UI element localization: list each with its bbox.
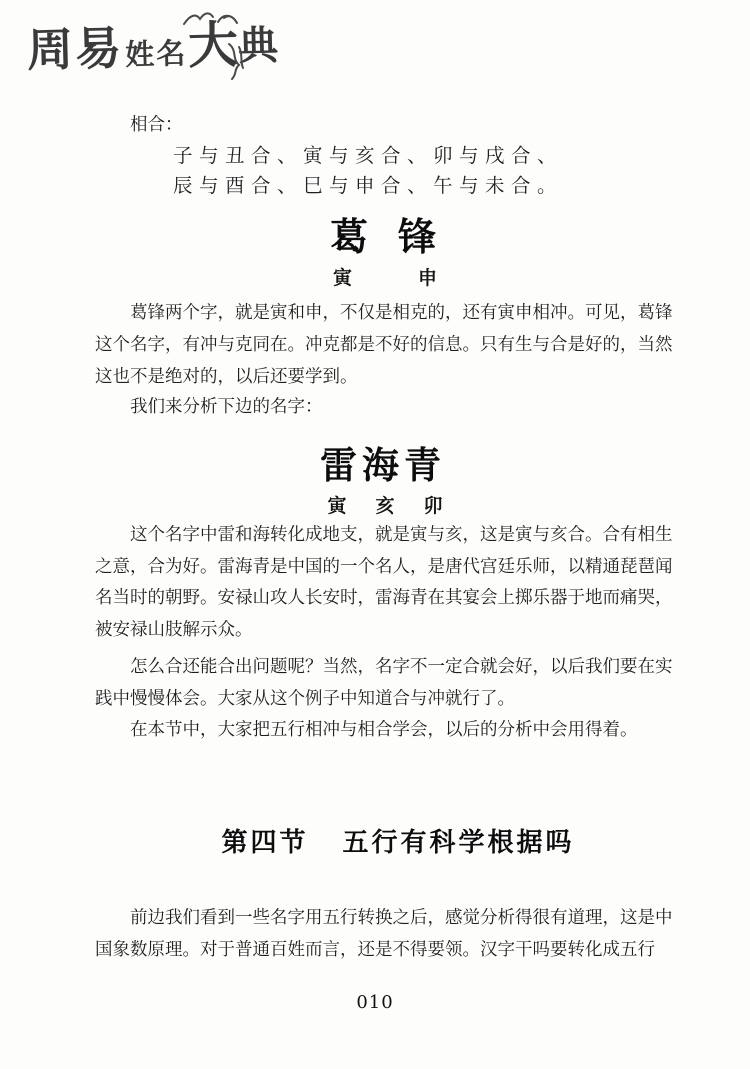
paragraph (95, 714, 675, 746)
paragraph (95, 297, 675, 393)
lead-in-line: 我们来分析下边的名字： (130, 397, 323, 417)
paragraph-line: 之意，合为好。雷海青是中国的一个名人，是唐代宫廷乐师，以精通琵琶闻 (95, 556, 673, 577)
name-char: 葛 (329, 215, 368, 259)
paragraph-line: 这个名字，有冲与克同在。冲克都是不好的信息。只有生与合是好的，当然 (95, 335, 673, 355)
branch-char: 寅 (332, 267, 352, 289)
name-title-lei-hai-qing (8, 435, 750, 489)
intro-label: 相合： (130, 115, 183, 135)
paragraph-line: 怎么合还能合出问题呢？当然，名字不一定合就会好，以后我们要在实 (130, 657, 673, 677)
paragraph-line: 这个名字中雷和海转化成地支，就是寅与亥，这是寅与亥合。合有相生 (130, 525, 673, 545)
section-heading (23, 822, 750, 859)
section-heading-number: 第四节 (221, 828, 309, 858)
logo-char: 典 (237, 21, 279, 70)
name-title-ge-feng (8, 206, 750, 261)
section-heading-title: 五行有科学根据吗 (342, 828, 575, 858)
pair-line: 辰与酉合、巳与申合、午与未合。 (173, 174, 564, 197)
paragraph (95, 520, 675, 646)
branch-char: 卯 (423, 495, 443, 517)
pair-line: 子与丑合、寅与亥合、卯与戌合、 (173, 144, 564, 167)
page-number: 010 (356, 992, 394, 1013)
paragraph-line: 在本节中，大家把五行相冲与相合学会，以后的分析中会用得着。 (130, 720, 638, 740)
paragraph-line: 葛锋两个字，就是寅和申，不仅是相克的，还有寅申相冲。可见，葛锋 (130, 303, 673, 323)
bird-flourish-icon (178, 8, 242, 34)
logo-char: 姓 (124, 36, 155, 72)
branch-char: 寅 (327, 495, 347, 517)
bird-flourish-icon (222, 40, 248, 82)
logo-char: 大 (187, 14, 239, 76)
paragraph (95, 651, 675, 715)
branch-char: 亥 (375, 495, 395, 517)
branch-row (10, 263, 750, 290)
branch-row (10, 491, 750, 518)
name-char: 锋 (398, 215, 437, 259)
logo-char: 周 (26, 22, 74, 78)
logo-char: 名 (155, 35, 186, 71)
paragraph-line: 这也不是绝对的，以后还要学到。 (95, 367, 358, 387)
paragraph-line: 国象数原理。对于普通百姓而言，还是不得要领。汉字干吗要转化成五行 (95, 939, 655, 960)
branch-char: 申 (418, 267, 438, 289)
paragraph-line: 被安禄山肢解示众。 (95, 619, 253, 640)
logo-char: 易 (74, 20, 122, 77)
name-text: 雷海青 (320, 444, 446, 487)
lead-in-paragraph (95, 391, 675, 423)
paragraph-line: 前边我们看到一些名字用五行转换之后，感觉分析得很有道理，这是中 (130, 908, 673, 928)
paragraph-line: 践中慢慢体会。大家从这个例子中知道合与冲就行了。 (95, 689, 515, 709)
paragraph (95, 903, 675, 966)
paragraph-line: 名当时的朝野。安禄山攻人长安时，雷海青在其宴会上掷乐器于地而痛哭， (95, 588, 673, 608)
